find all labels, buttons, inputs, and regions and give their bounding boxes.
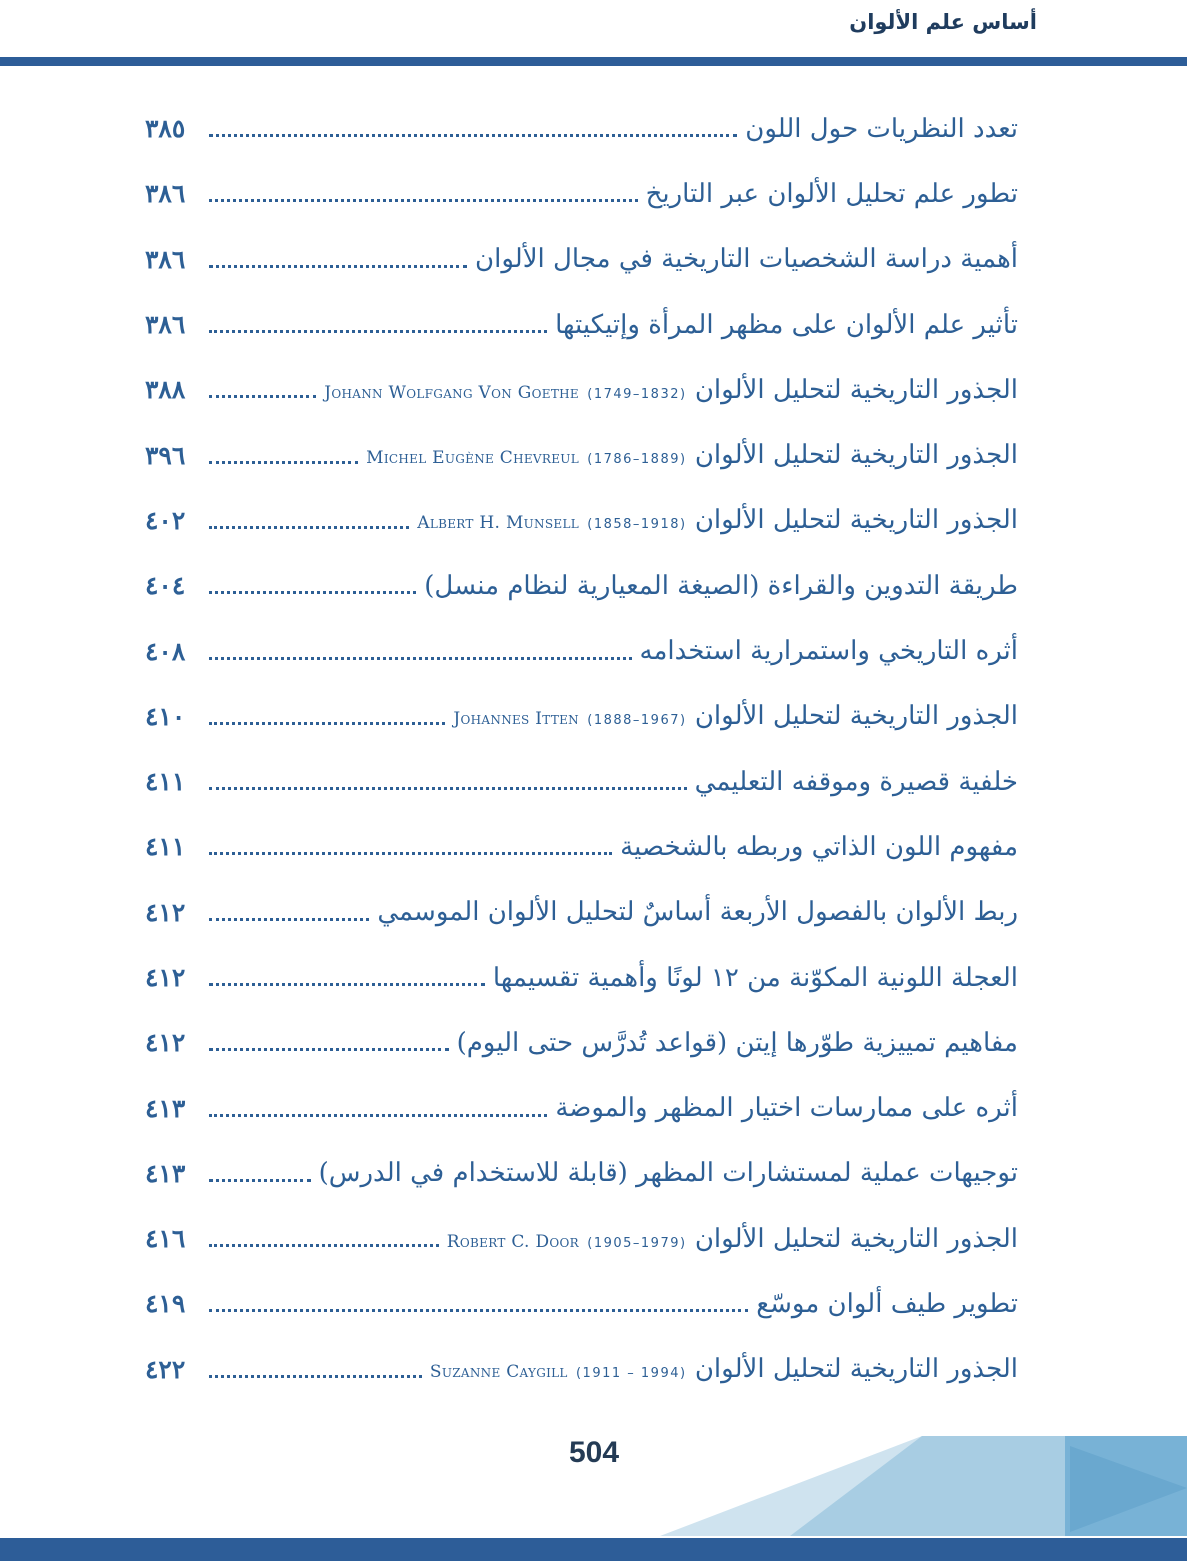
toc-entry-page: ٤١٩ — [145, 1289, 186, 1319]
toc-entry — [145, 1206, 1018, 1271]
toc-entry-title — [319, 1158, 1018, 1188]
toc-entry-title — [457, 1028, 1018, 1058]
toc-entry-title-text: الجذور التاريخية لتحليل الألوان — [694, 505, 1018, 536]
toc-entry-title-text: الجذور التاريخية لتحليل الألوان — [694, 701, 1018, 732]
toc-entry-title — [756, 1289, 1018, 1319]
toc-entry-title — [493, 963, 1018, 993]
toc-entry — [145, 1271, 1018, 1336]
toc-entry-page: ٤١٢ — [145, 897, 186, 927]
toc-entry-page: ٤٠٤ — [145, 571, 186, 601]
toc-entry-leader — [209, 826, 612, 855]
toc-entry-person-name: Johannes Itten — [453, 709, 579, 730]
toc-entry — [145, 1075, 1018, 1140]
toc-entry-years: (1905–1979) — [587, 1235, 687, 1251]
toc-entry-leader — [209, 565, 416, 594]
toc-entry-title-text: مفاهيم تمييزية طوّرها إيتن (قواعد تُدرَّس حتى اليوم) — [456, 1027, 1018, 1058]
toc-entry-title — [475, 244, 1018, 274]
toc-entry-page: ٤١٢ — [145, 963, 186, 992]
toc-entry-leader — [209, 369, 316, 398]
toc-entry-leader — [209, 1153, 311, 1182]
toc-entry-leader — [209, 173, 638, 202]
toc-entry — [145, 292, 1018, 357]
toc-entry-leader — [209, 1349, 422, 1378]
toc-entry — [145, 618, 1018, 683]
toc-entry-page: ٤٠٨ — [145, 636, 186, 666]
toc-entry-title — [620, 832, 1018, 862]
toc-entry-title — [640, 636, 1019, 666]
toc-entry — [145, 488, 1018, 553]
toc-entry-title-text: ربط الألوان بالفصول الأربعة أساسٌ لتحليل الألوان الموسمي — [377, 897, 1018, 928]
toc-entry-leader — [209, 631, 632, 660]
toc-entry-title-text: توجيهات عملية لمستشارات المظهر (قابلة للاستخدام في الدرس) — [318, 1158, 1018, 1189]
toc-entry-leader — [209, 1218, 439, 1247]
toc-entry-years: (1888–1967) — [587, 713, 687, 729]
toc-entry-person-name: Robert C. Door — [446, 1231, 579, 1252]
toc-entry — [145, 814, 1018, 879]
toc-entry-title-text: الجذور التاريخية لتحليل الألوان — [694, 374, 1018, 405]
toc-entry-page: ٣٨٦ — [145, 179, 186, 209]
running-header-title: أساس علم الألوان — [849, 10, 1037, 34]
footer-decoration — [660, 1436, 1187, 1536]
toc-entry-title-text: طريقة التدوين والقراءة (الصيغة المعيارية لنظام منسل) — [424, 570, 1018, 601]
toc-entry-page: ٤١٣ — [145, 1093, 186, 1123]
toc-entry-leader — [209, 892, 369, 921]
toc-entry — [145, 357, 1018, 422]
toc-entry — [145, 684, 1018, 749]
toc-entry — [145, 1337, 1018, 1402]
toc-entry-title-text: أهمية دراسة الشخصيات التاريخية في مجال الألوان — [475, 244, 1018, 275]
toc-entry-leader — [209, 500, 409, 529]
toc-entry-title-text: مفهوم اللون الذاتي وربطه بالشخصية — [620, 831, 1018, 862]
toc-entry — [145, 945, 1018, 1010]
toc-entry-leader — [209, 108, 737, 137]
toc-entry-title — [366, 440, 1018, 470]
toc-entry-leader — [209, 1088, 547, 1117]
toc-entry-title — [745, 114, 1018, 144]
toc-entry — [145, 227, 1018, 292]
toc-entry — [145, 880, 1018, 945]
toc-entry-leader — [209, 304, 547, 333]
toc-entry-page: ٤١٦ — [145, 1224, 186, 1254]
toc-entry-years: (1749–1832) — [587, 386, 687, 402]
toc-entry — [145, 161, 1018, 226]
toc-entry — [145, 1141, 1018, 1206]
toc-entry-page: ٣٨٦ — [145, 244, 186, 274]
toc-entry-title — [453, 701, 1018, 731]
toc-entry-page: ٣٨٨ — [145, 375, 186, 405]
toc-entry-years: (1858–1918) — [587, 517, 687, 533]
toc-entry-title — [555, 310, 1018, 340]
toc-entry-page: ٤١٢ — [145, 1028, 186, 1058]
toc-entry-years: (1786–1889) — [587, 452, 687, 468]
toc-entry-title — [447, 1224, 1018, 1254]
toc-entry-title-text: تأثير علم الألوان على مظهر المرأة وإتيكيتها — [555, 309, 1018, 340]
toc-entry-person-name: Johann Wolfgang Von Goethe — [324, 382, 579, 403]
toc-entry-title — [377, 897, 1018, 927]
toc-entry-person-name: Suzanne Caygill — [429, 1362, 568, 1383]
toc-entry-title — [430, 1354, 1018, 1384]
toc-entry-years: (1911 – 1994) — [575, 1366, 687, 1382]
toc-entry-title-text: الجذور التاريخية لتحليل الألوان — [694, 440, 1018, 471]
toc-entry-page: ٤١١ — [145, 767, 186, 797]
toc-entry-person-name: Michel Eugène Chevreul — [366, 448, 579, 469]
toc-entry-title — [555, 1093, 1018, 1123]
footer-rule — [0, 1538, 1187, 1561]
toc-entry-title-text: تعدد النظريات حول اللون — [745, 113, 1018, 144]
toc-entry-title-text: الجذور التاريخية لتحليل الألوان — [694, 1354, 1018, 1385]
toc-entry-leader — [209, 696, 445, 725]
toc-entry — [145, 553, 1018, 618]
toc-entry-leader — [209, 1022, 449, 1051]
header-rule — [0, 57, 1187, 66]
toc-entry-leader — [209, 761, 687, 790]
toc-entry — [145, 422, 1018, 487]
toc-entry-leader — [209, 1283, 748, 1312]
toc-entry-page: ٣٨٦ — [145, 310, 186, 340]
toc-entry-title — [417, 505, 1018, 535]
toc-entry-title-text: خلفية قصيرة وموقفه التعليمي — [694, 766, 1018, 797]
toc-entry-page: ٤٢٢ — [145, 1354, 186, 1384]
toc-entry-leader — [209, 957, 485, 986]
toc-entry-page: ٤١٠ — [145, 701, 186, 731]
toc-entry — [145, 749, 1018, 814]
page-number: 504 — [568, 1436, 620, 1469]
toc-entry-title-text: الجذور التاريخية لتحليل الألوان — [694, 1223, 1018, 1254]
toc-entry-page: ٤٠٢ — [145, 505, 186, 535]
toc-entry-title — [695, 767, 1018, 797]
toc-entry-title — [424, 571, 1018, 601]
toc-entry-title — [646, 179, 1018, 209]
toc-entry-title — [324, 375, 1018, 405]
toc-entry-title-text: العجلة اللونية المكوّنة من ١٢ لونًا وأهمية تقسيمها — [492, 962, 1018, 993]
toc-entry-leader — [209, 435, 358, 464]
toc-entry-title-text: تطوير طيف ألوان موسّع — [756, 1288, 1018, 1319]
toc-entry-title-text: تطور علم تحليل الألوان عبر التاريخ — [645, 178, 1018, 209]
toc-entry-leader — [209, 239, 467, 268]
toc-entry-page: ٤١٣ — [145, 1158, 186, 1188]
toc-entry-page: ٣٩٦ — [145, 440, 186, 470]
toc-entry-title-text: أثره على ممارسات اختيار المظهر والموضة — [555, 1093, 1018, 1124]
toc-entry — [145, 1010, 1018, 1075]
toc-entry — [145, 96, 1018, 161]
toc-entry-title-text: أثره التاريخي واستمرارية استخدامه — [639, 636, 1018, 667]
toc-entry-page: ٤١١ — [145, 832, 186, 862]
toc-entry-person-name: Albert H. Munsell — [417, 513, 579, 534]
toc-entry-page: ٣٨٥ — [145, 114, 186, 144]
table-of-contents — [145, 96, 1018, 1402]
